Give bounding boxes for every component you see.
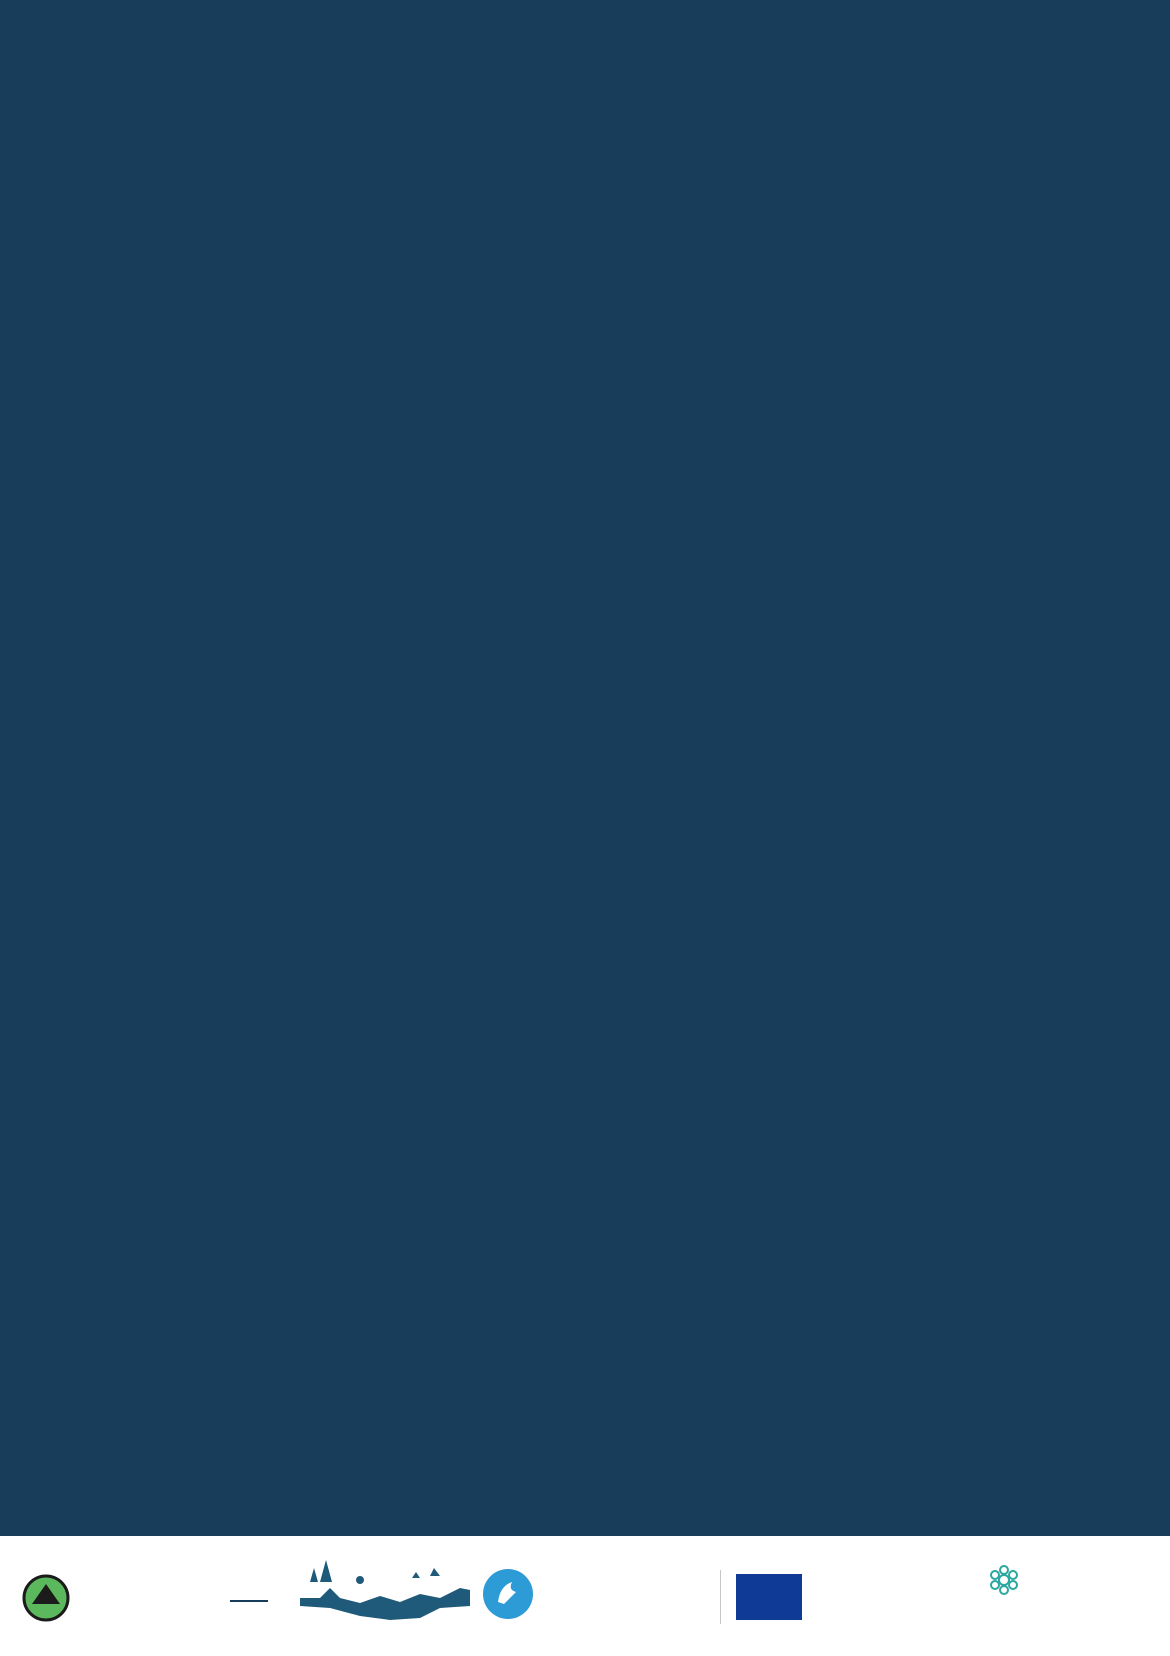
bird-icon [482,1568,534,1620]
snowflake-icon [988,1564,1020,1596]
npa-logo [480,1536,720,1656]
hands-hearts-top-decoration [0,0,420,220]
partner-logos-footer [0,1536,1170,1656]
hands-hearts-bottom-decoration [670,1270,1170,1480]
cultsense-logo [190,1536,280,1656]
landscape-silhouette-logo [300,1536,470,1656]
globe-icon [22,1574,70,1622]
lapland-logo [944,1536,1064,1656]
date-time-block [150,580,420,594]
atlas-logo [18,1536,168,1656]
eu-logo [736,1536,946,1656]
erasmus-logo [1076,1536,1166,1656]
eu-flag-icon [736,1574,802,1620]
